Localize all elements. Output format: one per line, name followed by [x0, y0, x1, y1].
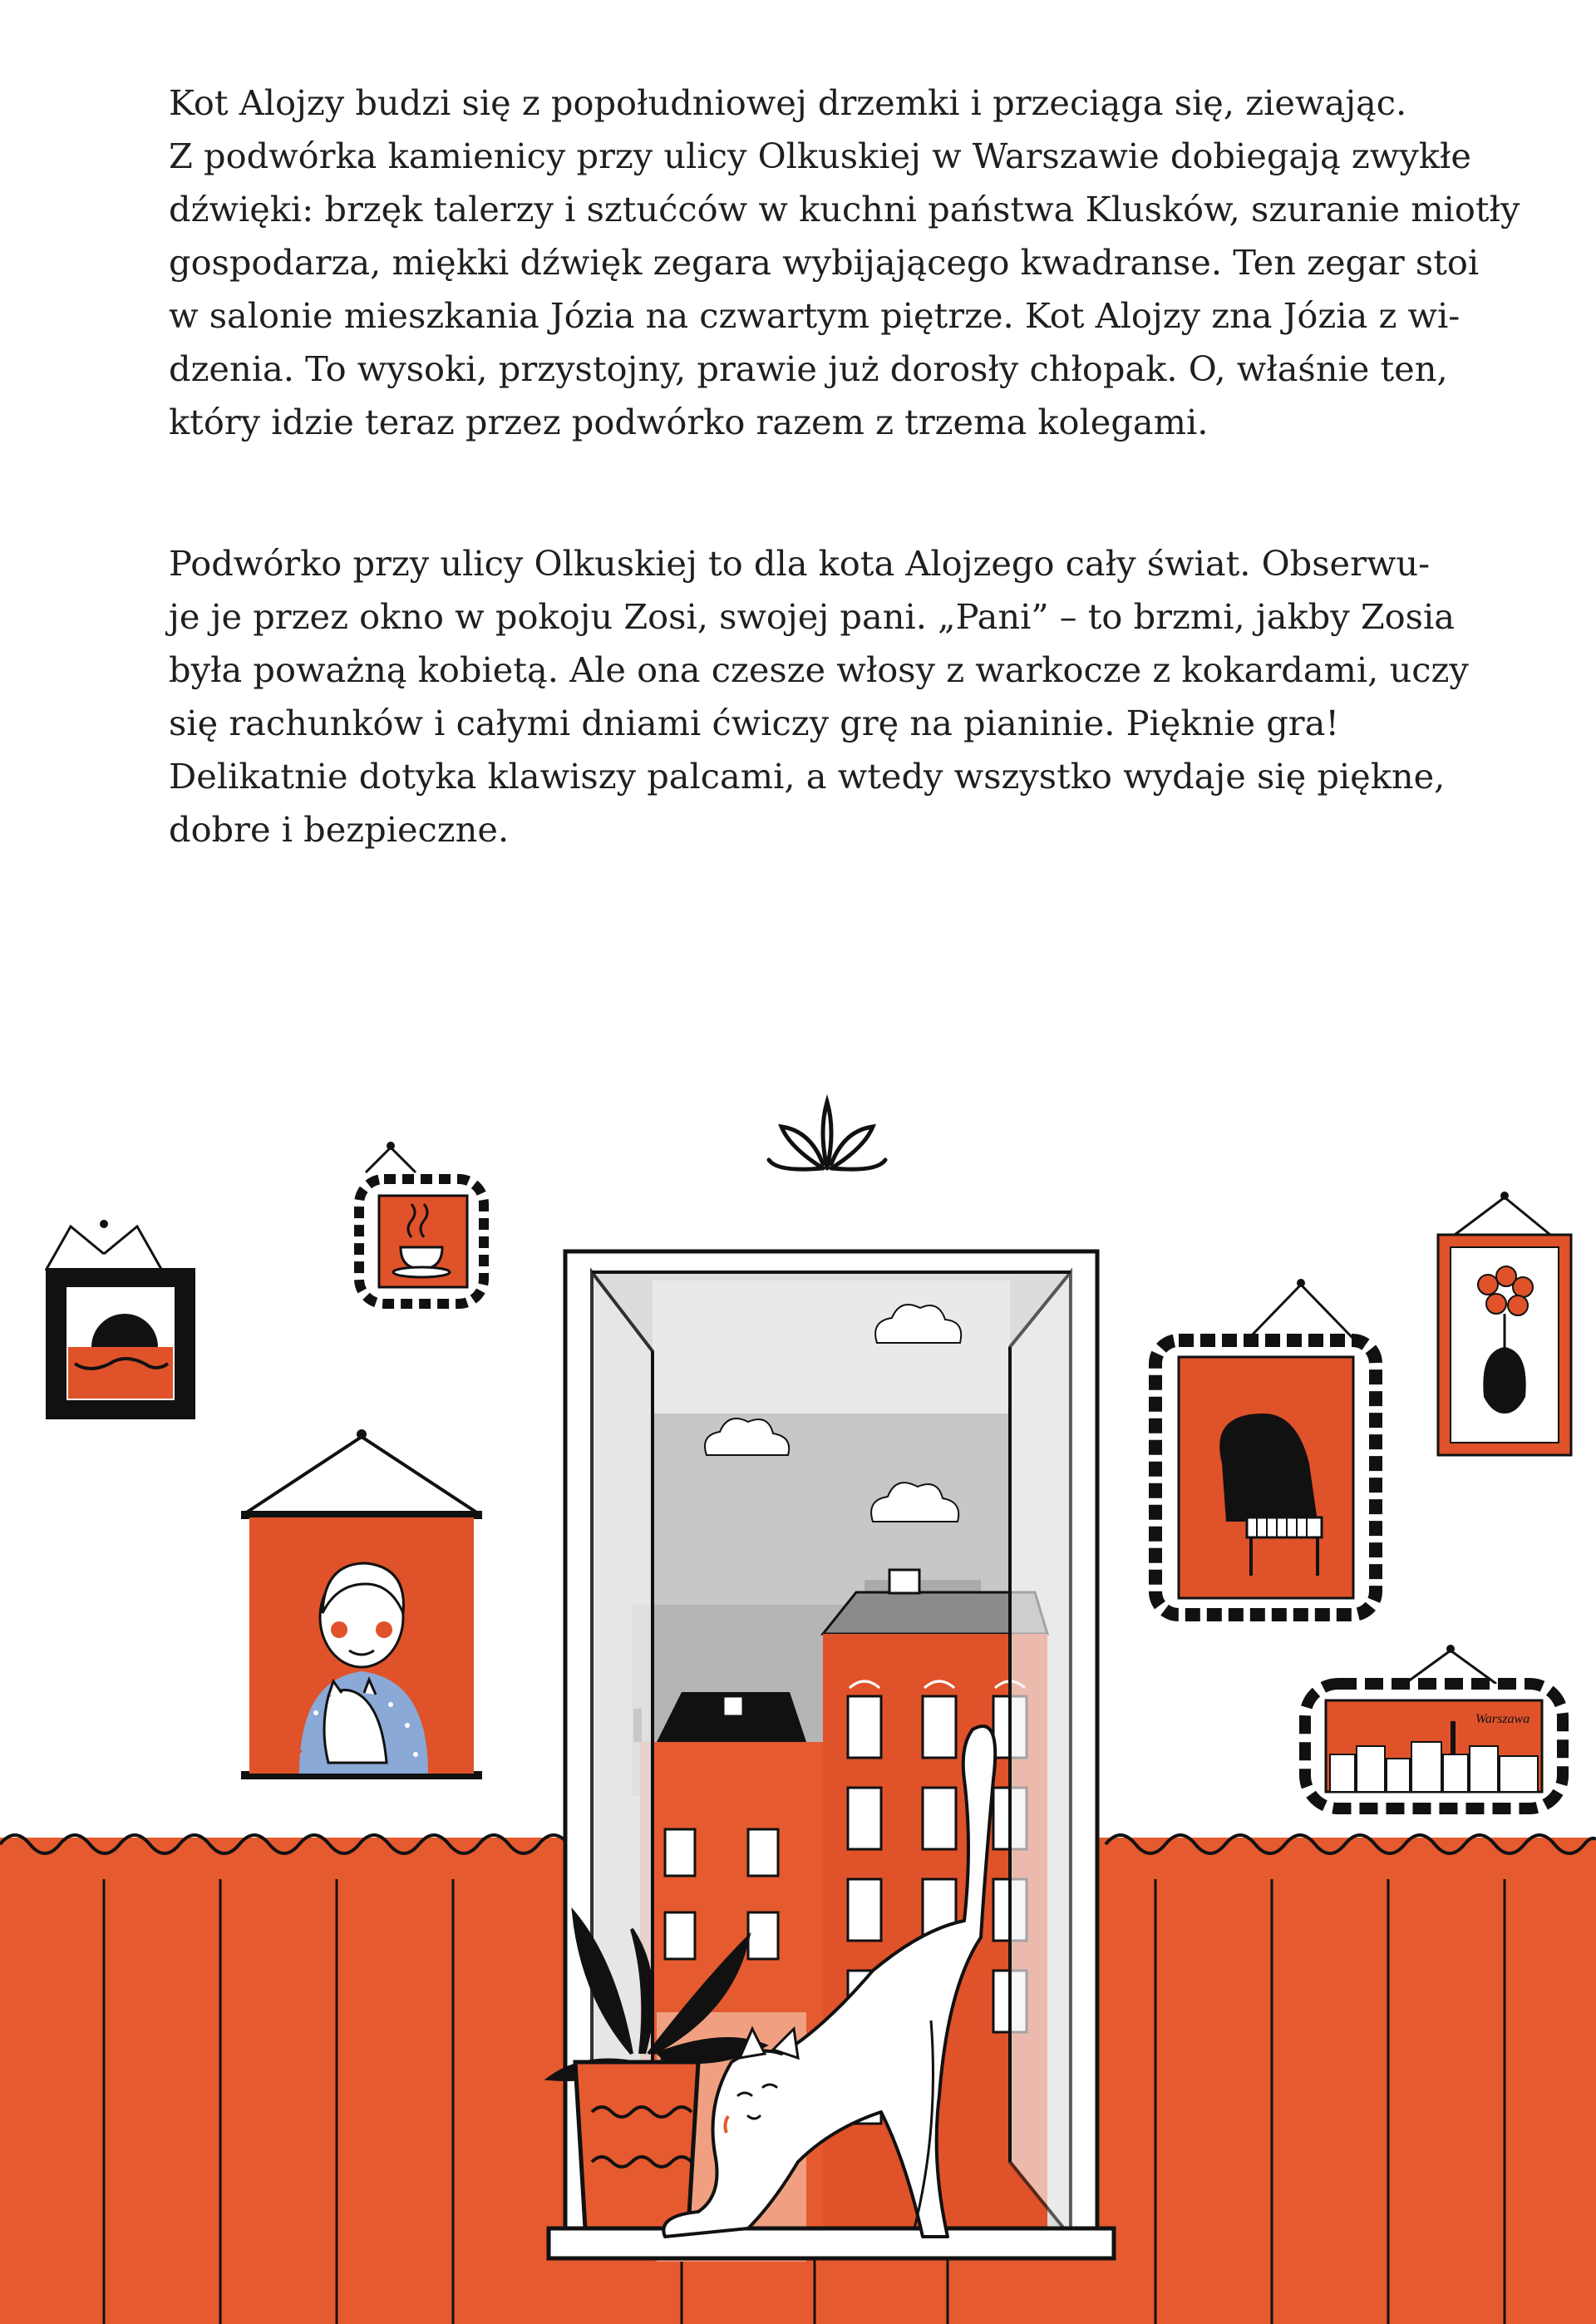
frame-sunset-icon — [46, 1220, 195, 1419]
illustration — [0, 1073, 1596, 2324]
text-line: Kot Alojzy budzi się z popołudniowej drzemki i przeciąga się, ziewając. — [169, 82, 1407, 123]
city-caption: Warszawa — [1475, 1712, 1530, 1726]
frame-coffee-icon — [359, 1142, 484, 1304]
text-line: dzenia. To wysoki, przystojny, prawie już dorosły chłopak. O, właśnie ten, — [169, 348, 1448, 389]
paragraph-2 — [169, 537, 1469, 856]
text-line: który idzie teraz przez podwórko razem z trzema kolegami. — [169, 402, 1209, 442]
frame-vase-icon — [1438, 1192, 1571, 1455]
text-line: była poważną kobietą. Ale ona czesze włosy z warkocze z kokardami, uczy — [169, 649, 1469, 690]
frame-piano-icon — [1155, 1279, 1376, 1615]
frame-girl-cat-icon — [241, 1429, 482, 1779]
text-line: Delikatnie dotyka klawiszy palcami, a wtedy wszystko wydaje się piękne, — [169, 756, 1446, 797]
text-line: gospodarza, miękki dźwięk zegara wybijającego kwadranse. Ten zegar stoi — [169, 242, 1480, 283]
text-line: w salonie mieszkania Józia na czwartym piętrze. Kot Alojzy zna Józia z wi- — [169, 295, 1461, 336]
text-line: dźwięki: brzęk talerzy i sztućców w kuchni państwa Klusków, szuranie miotły — [169, 189, 1520, 229]
text-line: się rachunków i całymi dniami ćwiczy grę na pianinie. Pięknie gra! — [169, 703, 1340, 743]
frame-city-icon — [1305, 1645, 1563, 1808]
ornament-icon — [769, 1102, 885, 1169]
text-line: Podwórko przy ulicy Olkuskiej to dla kota Alojzego cały świat. Obserwu- — [169, 543, 1431, 584]
text-line: Z podwórka kamienicy przy ulicy Olkuskiej w Warszawie dobiegają zwykłe — [169, 136, 1471, 176]
paragraph-1 — [169, 76, 1520, 449]
text-line: dobre i bezpieczne. — [169, 809, 510, 850]
text-line: je je przez okno w pokoju Zosi, swojej pani. „Pani” – to brzmi, jakby Zosia — [169, 596, 1455, 637]
